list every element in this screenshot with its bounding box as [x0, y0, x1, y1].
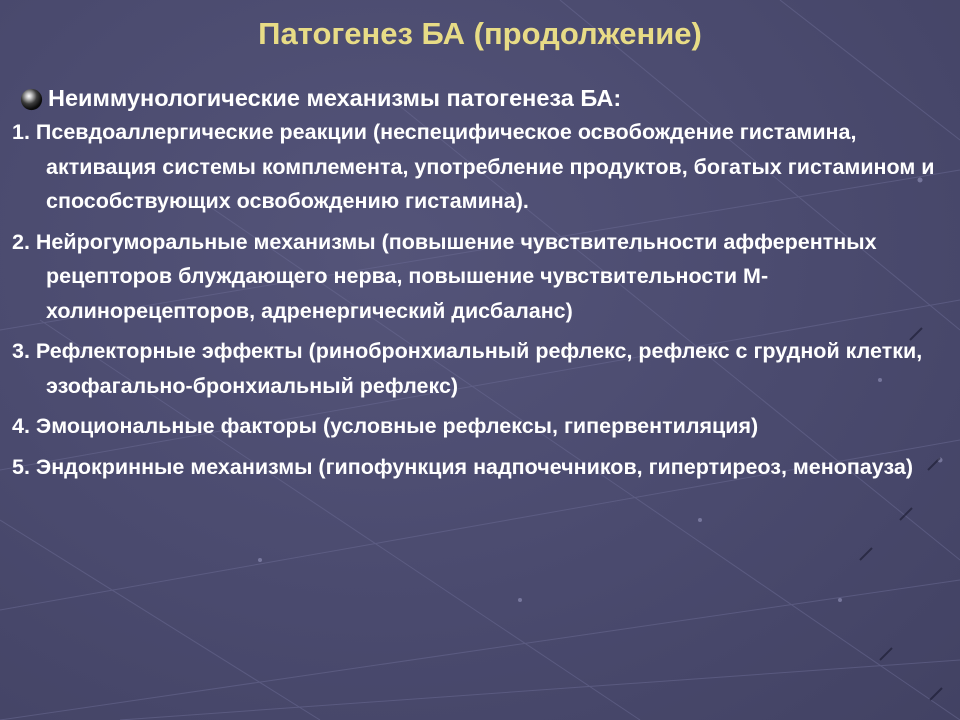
slide-content	[12, 82, 942, 490]
list-item: 1. Псевдоаллергические реакции (неспецифическое освобождение гистамина, активация системы комплемента, употребление продуктов, богатых гистамином и способствующих освобождению гистамина).	[12, 120, 935, 213]
list-item: 3. Рефлекторные эффекты (ринобронхиальный рефлекс, рефлекс с грудной клетки, эзофагально-бронхиальный рефлекс)	[12, 339, 923, 398]
sphere-bullet-icon	[18, 85, 45, 112]
subheading	[12, 82, 942, 114]
slide-title: Патогенез БА (продолжение)	[258, 16, 702, 51]
list-item: 2. Нейрогуморальные механизмы (повышение чувствительности афферентных рецепторов блуждающего нерва, повышение чувствительности М-холинорецепторов, адренергический дисбаланс)	[12, 229, 877, 323]
subheading-text: Неиммунологические механизмы патогенеза БА:	[48, 85, 622, 111]
list-item: 4. Эмоциональные факторы (условные рефлексы, гипервентиляция)	[12, 414, 759, 438]
list-item: 5. Эндокринные механизмы (гипофункция надпочечников, гипертиреоз, менопауза)	[12, 454, 914, 479]
